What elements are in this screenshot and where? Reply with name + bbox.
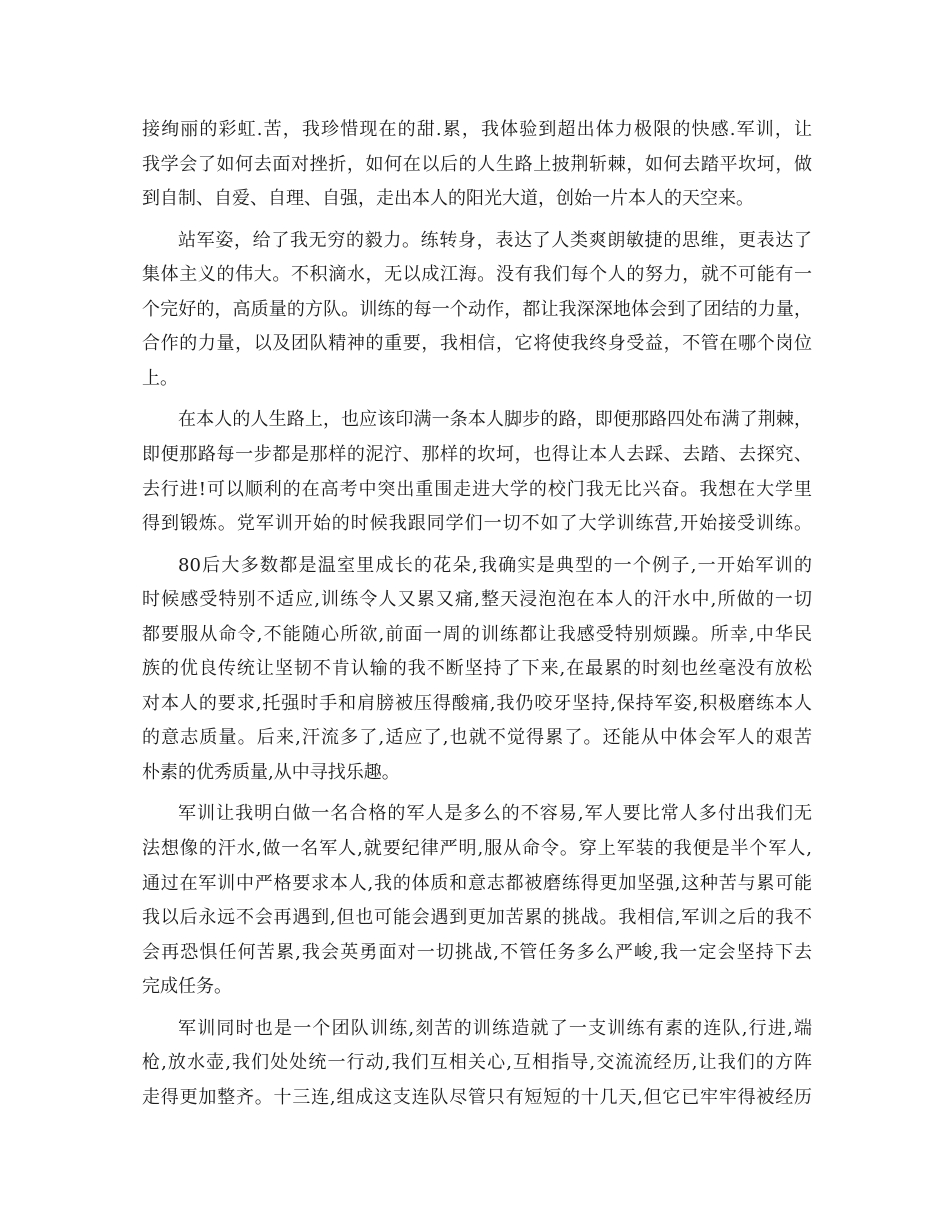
text-line: 在本人的人生路上，也应该印满一条本人脚步的路，即便那路四处布满了荆棘，: [178, 409, 812, 431]
text-line: 80后大多数都是温室里成长的花朵,我确实是典型的一个例子,一开始军训的: [178, 554, 812, 576]
paragraph-2: [142, 224, 812, 397]
paragraph-1: [142, 113, 812, 217]
text-line: 得到锻炼。党军训开始的时候我跟同学们一切不如了大学训练营,开始接受训练。: [142, 513, 812, 535]
text-line: 枪,放水壶,我们处处统一行动,我们互相关心,互相指导,交流流经历,让我们的方阵: [142, 1052, 812, 1074]
text-line: 时候感受特别不适应,训练令人又累又痛,整天浸泡泡在本人的汗水中,所做的一切: [142, 589, 812, 611]
text-line: 法想像的汗水,做一名军人,就要纪律严明,服从命令。穿上军装的我便是半个军人,: [142, 838, 812, 860]
text-line: 的意志质量。后来,汗流多了,适应了,也就不觉得累了。还能从中体会军人的艰苦: [142, 727, 812, 749]
text-line: 我以后永远不会再遇到,但也可能会遇到更加苦累的挑战。我相信,军训之后的我不: [142, 907, 812, 929]
text-line: 走得更加整齐。十三连,组成这支连队尽管只有短短的十几天,但它已牢牢得被经历: [142, 1087, 812, 1109]
document-body: [142, 113, 812, 1116]
text-line: 对本人的要求,托强时手和肩膀被压得酸痛,我仍咬牙坚持,保持军姿,积极磨练本人: [142, 692, 812, 714]
text-line: 到自制、自爱、自理、自强，走出本人的阳光大道，创始一片本人的天空来。: [142, 188, 754, 210]
text-line: 会再恐惧任何苦累,我会英勇面对一切挑战,不管任务多么严峻,我一定会坚持下去: [142, 941, 812, 963]
paragraph-3: [142, 403, 812, 541]
text-line: 个完好的，高质量的方队。训练的每一个动作，都让我深深地体会到了团结的力量，: [142, 298, 812, 320]
text-line: 站军姿，给了我无穷的毅力。练转身，表达了人类爽朗敏捷的思维，更表达了: [178, 229, 812, 251]
text-line: 完成任务。: [142, 976, 232, 998]
text-line: 去行进!可以顺利的在高考中突出重围走进大学的校门我无比兴奋。我想在大学里: [142, 478, 812, 500]
paragraph-5: [142, 797, 812, 1005]
text-line: 接绚丽的彩虹.苦，我珍惜现在的甜.累，我体验到超出体力极限的快感.军训，让: [142, 119, 812, 140]
text-line: 即便那路每一步都是那样的泥泞、那样的坎坷，也得让本人去踩、去踏、去探究、: [142, 443, 812, 465]
text-line: 合作的力量，以及团队精神的重要，我相信，它将使我终身受益，不管在哪个岗位: [142, 333, 812, 355]
paragraph-4: [142, 549, 812, 791]
text-line: 集体主义的伟大。不积滴水，无以成江海。没有我们每个人的努力，就不可能有一: [142, 264, 812, 286]
text-line: 通过在军训中严格要求本人,我的体质和意志都被磨练得更加坚强,这种苦与累可能: [142, 872, 812, 894]
text-line: 军训让我明白做一名合格的军人是多么的不容易,军人要比常人多付出我们无: [178, 803, 812, 825]
text-line: 军训同时也是一个团队训练,刻苦的训练造就了一支训练有素的连队,行进,端: [178, 1017, 812, 1039]
text-line: 都要服从命令,不能随心所欲,前面一周的训练都让我感受特别烦躁。所幸,中华民: [142, 623, 812, 645]
text-line: 族的优良传统让坚韧不肯认输的我不断坚持了下来,在最累的时刻也丝毫没有放松: [142, 658, 812, 680]
text-line: 我学会了如何去面对挫折，如何在以后的人生路上披荆斩棘，如何去踏平坎坷，做: [142, 153, 812, 175]
text-line: 朴素的优秀质量,从中寻找乐趣。: [142, 762, 400, 784]
text-line: 上。: [142, 367, 178, 389]
paragraph-6: [142, 1012, 812, 1116]
